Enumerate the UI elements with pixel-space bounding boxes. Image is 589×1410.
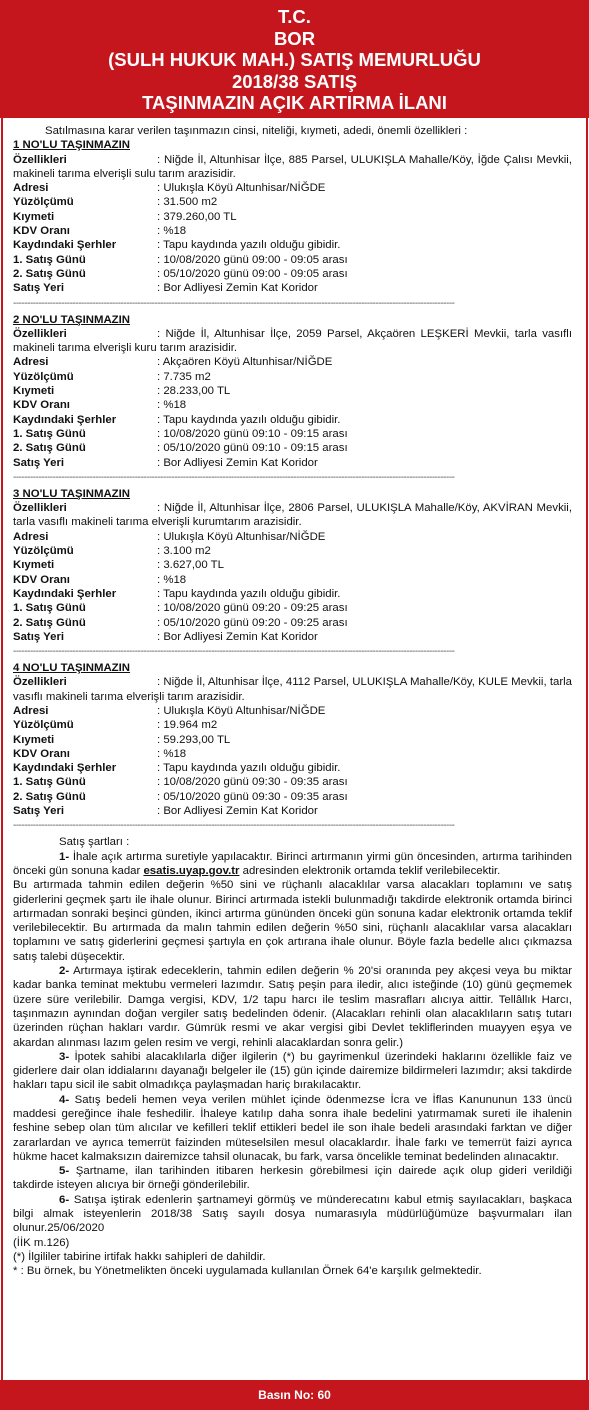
condition-5 xyxy=(13,1164,572,1193)
dashed-separator: ------------------------------------------------------------------------------------------------------------------------------------------------------------ xyxy=(13,297,455,309)
field-value: : 05/10/2020 günü 09:20 - 09:25 arası xyxy=(157,616,348,629)
conditions-title: Satış şartları : xyxy=(59,836,130,849)
field-value: : 10/08/2020 günü 09:00 - 09:05 arası xyxy=(157,253,348,266)
field-value: : 10/08/2020 günü 09:10 - 09:15 arası xyxy=(157,427,348,440)
property-title: 4 NO'LU TAŞINMAZIN xyxy=(13,662,131,675)
field-label: Adresi xyxy=(13,704,49,717)
dashed-separator: ------------------------------------------------------------------------------------------------------------------------------------------------------------ xyxy=(13,820,455,832)
notice-header xyxy=(0,0,589,118)
field-label: Satış Yeri xyxy=(13,282,65,295)
property-field-serhler xyxy=(13,761,572,775)
field-label: Kaydındaki Şerhler xyxy=(13,239,117,252)
property-field-adresi xyxy=(13,704,572,718)
field-value: : Ulukışla Köyü Altunhisar/NİĞDE xyxy=(157,530,326,543)
property-block xyxy=(13,487,572,658)
property-field-adresi xyxy=(13,530,572,544)
field-value: : Niğde İl, Altunhisar İlçe, 2059 Parsel, Akçaören LEŞKERİ Mevkii, tarla vasıflı makineli tarıma elverişli kuru tarım arazisidir. xyxy=(13,327,572,355)
header-line-title: TAŞINMAZIN AÇIK ARTIRMA İLANI xyxy=(142,92,447,113)
condition-6-number: 6- xyxy=(59,1193,70,1206)
property-field-yer xyxy=(13,630,572,644)
field-label: KDV Oranı xyxy=(13,573,70,586)
condition-2-text: Artırmaya iştirak edeceklerin, tahmin edilen değerin % 20'si oranında pey akçesi veya bu miktar kadar banka teminat mektubu vermeleri lazımdır. Satış peşin para iledir, alıcı isteğinde (10) günü geçmemek üzere süre verilebilir. Damga vergisi, KDV, 1/2 tapu harcı ile teslim masrafları alıcıya aittir. Tellâllık Harcı, taşınmazın aynından doğan vergiler satış bedelinden ödenir. (Alacakları rehinli olan alacaklıların satış tutarı üzerinden rüçhan hakları vardır. Gümrük resmi ve akar vergisi gibi Devlet tekliflerinden muayyen eşya ve akardan alınması lazım gelen resim ve vergi, rehinli alacaklardan sonra gelir.) xyxy=(13,965,572,1049)
condition-1-number: 1- xyxy=(59,850,70,863)
property-field-satis1 xyxy=(13,775,572,789)
field-value: : Tapu kaydında yazılı olduğu gibidir. xyxy=(157,239,341,252)
property-block xyxy=(13,661,572,832)
field-label: Kıymeti xyxy=(13,210,55,223)
field-label: Satış Yeri xyxy=(13,630,65,643)
field-value: : Ulukışla Köyü Altunhisar/NİĞDE xyxy=(157,704,326,717)
property-field-yuzolcumu xyxy=(13,195,572,209)
property-field-yuzolcumu xyxy=(13,370,572,384)
condition-1-continued: Bu artırmada tahmin edilen değerin %50 sini ve rüçhanlı alacaklılar varsa alacakları toplamını ve satış giderlerini geçmek şartı ile ihale olunur. Birinci artırmada istekli bulunmadığı takdirde elektronik ortamda birinci artırmadan sonraki beşinci günden, ikinci artırma gününden önceki gün sonuna kadar elektronik ortamda teklif verilebilecektir. Bu artırmada da malın tahmin edilen değerin %50 sini, rüçhanlı alacaklılar varsa alacakları toplamını ve satış giderlerini geçmesi şartıyla en çok artırana ihale olunur. Böyle fazla bedelle alıcı çıkmazsa satış talebi düşecektir. xyxy=(13,879,572,963)
property-field-satis2 xyxy=(13,441,572,455)
property-field-serhler xyxy=(13,413,572,427)
property-features xyxy=(13,675,572,704)
field-value: : 379.260,00 TL xyxy=(157,210,237,223)
header-line-office: (SULH HUKUK MAH.) SATIŞ MEMURLUĞU xyxy=(108,49,481,70)
field-label: 2. Satış Günü xyxy=(13,442,86,455)
condition-5-text: Şartname, ilan tarihinden itibaren herkesin görebilmesi için dairede açık olup gideri verildiği takdirde isteyen alıcıya bir örneği gönderilebilir. xyxy=(13,1165,572,1192)
press-number-footer: Basın No: 60 xyxy=(0,1380,589,1410)
field-value: : Niğde İl, Altunhisar İlçe, 2806 Parsel, ULUKIŞLA Mahalle/Köy, AKVİRAN Mevkii, tarla vasıflı makineli tarıma elverişli kurumtarım arazisidir. xyxy=(13,502,572,529)
field-value: : %18 xyxy=(157,573,187,586)
condition-4-number: 4- xyxy=(59,1093,70,1106)
field-value: : 05/10/2020 günü 09:30 - 09:35 arası xyxy=(157,790,348,803)
property-field-yer xyxy=(13,456,572,470)
footnote-ilgililer: (*) İlgililer tabirine irtifak hakkı sahipleri de dahildir. xyxy=(13,1250,266,1263)
property-title: 2 NO'LU TAŞINMAZIN xyxy=(13,313,131,326)
condition-3-number: 3- xyxy=(59,1050,70,1063)
property-field-yuzolcumu xyxy=(13,718,572,732)
field-value: : 10/08/2020 günü 09:30 - 09:35 arası xyxy=(157,776,348,789)
field-label: Yüzölçümü xyxy=(13,370,74,383)
field-value: : Tapu kaydında yazılı olduğu gibidir. xyxy=(157,762,341,775)
property-features xyxy=(13,327,572,356)
property-field-kiymeti xyxy=(13,558,572,572)
property-field-kdv xyxy=(13,573,572,587)
property-field-kiymeti xyxy=(13,384,572,398)
field-label: 1. Satış Günü xyxy=(13,602,86,615)
property-features xyxy=(13,153,572,182)
field-label: Adresi xyxy=(13,182,49,195)
property-field-satis2 xyxy=(13,616,572,630)
field-label: Özellikleri xyxy=(13,676,67,689)
field-label: 2. Satış Günü xyxy=(13,790,86,803)
field-label: Kıymeti xyxy=(13,733,55,746)
field-value: : Bor Adliyesi Zemin Kat Koridor xyxy=(157,456,318,469)
field-value: : 19.964 m2 xyxy=(157,719,218,732)
dashed-separator: ------------------------------------------------------------------------------------------------------------------------------------------------------------ xyxy=(13,471,455,483)
condition-3 xyxy=(13,1050,572,1093)
field-value: : 10/08/2020 günü 09:20 - 09:25 arası xyxy=(157,602,348,615)
field-value: : Ulukışla Köyü Altunhisar/NİĞDE xyxy=(157,182,326,195)
field-label: Kaydındaki Şerhler xyxy=(13,413,117,426)
header-line-bor: BOR xyxy=(273,27,316,49)
property-block xyxy=(13,313,572,484)
condition-1 xyxy=(13,850,572,879)
property-field-satis1 xyxy=(13,601,572,615)
field-label: KDV Oranı xyxy=(13,399,70,412)
condition-1-text-a: İhale açık artırma suretiyle yapılacaktır. Birinci artırmanın yirmi gün öncesinden, artırma tarihinden önceki gün sonuna kadar xyxy=(13,850,572,877)
field-value: : 59.293,00 TL xyxy=(157,733,231,746)
property-field-serhler xyxy=(13,587,572,601)
property-field-kiymeti xyxy=(13,733,572,747)
field-label: Özellikleri xyxy=(13,502,67,515)
property-field-adresi xyxy=(13,181,572,195)
field-label: Yüzölçümü xyxy=(13,719,74,732)
header-line-tc: T.C. xyxy=(278,6,311,27)
condition-2-number: 2- xyxy=(59,965,70,978)
condition-6-text: Satışa iştirak edenlerin şartnameyi görmüş ve münderecatını kabul etmiş sayılacakları, başkaca bilgi almak isteyenlerin 2018/38 Satış sayılı dosya numarasıyla müdürlüğümüze başvurmaları ilan olunur.25/06/2020 xyxy=(13,1193,572,1235)
field-label: Özellikleri xyxy=(13,153,67,166)
property-list xyxy=(13,138,572,832)
property-field-satis2 xyxy=(13,267,572,281)
field-value: : 05/10/2020 günü 09:10 - 09:15 arası xyxy=(157,442,348,455)
field-label: 1. Satış Günü xyxy=(13,427,86,440)
field-label: KDV Oranı xyxy=(13,225,70,238)
property-field-satis2 xyxy=(13,790,572,804)
intro-text: Satılmasına karar verilen taşınmazın cinsi, niteliği, kıymeti, adedi, önemli özellikleri : xyxy=(45,125,468,137)
footnote-ornek: * : Bu örnek, bu Yönetmelikten önceki uygulamada kullanılan Örnek 64'e karşılık gelmektedir. xyxy=(13,1265,482,1278)
law-reference: (İİK m.126) xyxy=(13,1236,70,1249)
field-value: : Bor Adliyesi Zemin Kat Koridor xyxy=(157,282,318,295)
property-field-yer xyxy=(13,804,572,818)
field-label: Satış Yeri xyxy=(13,456,65,469)
field-label: Satış Yeri xyxy=(13,805,65,818)
property-title: 1 NO'LU TAŞINMAZIN xyxy=(13,139,131,152)
field-value: : 3.100 m2 xyxy=(157,545,211,558)
field-value: : Bor Adliyesi Zemin Kat Koridor xyxy=(157,630,318,643)
field-label: Kaydındaki Şerhler xyxy=(13,762,117,775)
property-field-satis1 xyxy=(13,427,572,441)
field-value: : %18 xyxy=(157,747,187,760)
property-field-yer xyxy=(13,281,572,295)
field-label: 1. Satış Günü xyxy=(13,776,86,789)
field-label: 1. Satış Günü xyxy=(13,253,86,266)
field-value: : %18 xyxy=(157,225,187,238)
field-label: KDV Oranı xyxy=(13,747,70,760)
field-label: Adresi xyxy=(13,356,49,369)
field-value: : 28.233,00 TL xyxy=(157,385,231,398)
field-value: : %18 xyxy=(157,399,187,412)
property-block xyxy=(13,138,572,309)
field-value: : Tapu kaydında yazılı olduğu gibidir. xyxy=(157,587,341,600)
property-field-kdv xyxy=(13,747,572,761)
condition-5-number: 5- xyxy=(59,1165,70,1178)
property-field-satis1 xyxy=(13,253,572,267)
field-label: Kıymeti xyxy=(13,559,55,572)
field-value: : 3.627,00 TL xyxy=(157,559,224,572)
field-label: Kaydındaki Şerhler xyxy=(13,587,117,600)
esatis-link[interactable]: esatis.uyap.gov.tr xyxy=(143,864,240,877)
field-label: Yüzölçümü xyxy=(13,545,74,558)
condition-2 xyxy=(13,964,572,1050)
property-field-yuzolcumu xyxy=(13,544,572,558)
field-label: Yüzölçümü xyxy=(13,196,74,209)
field-value: : Niğde İl, Altunhisar İlçe, 885 Parsel, ULUKIŞLA Mahalle/Köy, İğde Çalısı Mevkii, makineli tarıma elverişli sulu tarım arazisidir. xyxy=(13,153,572,180)
field-label: 2. Satış Günü xyxy=(13,267,86,280)
field-value: : Tapu kaydında yazılı olduğu gibidir. xyxy=(157,413,341,426)
notice-body xyxy=(1,118,588,1380)
condition-1-text-b: adresinden elektronik ortamda teklif verilebilecektir. xyxy=(239,864,501,877)
field-value: : Bor Adliyesi Zemin Kat Koridor xyxy=(157,805,318,818)
property-field-kdv xyxy=(13,398,572,412)
property-field-adresi xyxy=(13,355,572,369)
property-features xyxy=(13,501,572,530)
condition-6 xyxy=(13,1193,572,1236)
field-label: Adresi xyxy=(13,530,49,543)
condition-4 xyxy=(13,1093,572,1164)
property-title: 3 NO'LU TAŞINMAZIN xyxy=(13,487,131,500)
property-field-kdv xyxy=(13,224,572,238)
field-label: Kıymeti xyxy=(13,385,55,398)
field-value: : 31.500 m2 xyxy=(157,196,218,209)
field-value: : Niğde İl, Altunhisar İlçe, 4112 Parsel, ULUKIŞLA Mahalle/Köy, KULE Mevkii, tarla vasıflı makineli tarıma elverişli tarım arazisidir. xyxy=(13,676,572,703)
field-value: : 7.735 m2 xyxy=(157,370,211,383)
field-value: : 05/10/2020 günü 09:00 - 09:05 arası xyxy=(157,267,348,280)
condition-3-text: İpotek sahibi alacaklılarla diğer ilgilerin (*) bu gayrimenkul üzerindeki haklarını özellikle faiz ve giderlere dair olan iddialarını dayanağı belgeler ile (15) gün içinde dairemize bildirmeleri lazımdır; aksi takdirde hakları tapu sicil ile sabit olmadıkça paylaşmadan hariç bırakılacaktır. xyxy=(13,1050,572,1092)
field-label: Özellikleri xyxy=(13,327,67,340)
condition-4-text: Satış bedeli hemen veya verilen mühlet içinde ödenmezse İcra ve İflas Kanununun 133 üncü maddesi gereğince ihale feshedilir. İhaleye katılıp daha sonra ihale bedelini yatırmamak sureti ile ihalenin feshine sebep olan tüm alıcılar ve kefilleri teklif ettikleri bedel ile son ihale bedeli arasındaki farktan ve diğer zararlardan ve ayrıca temerrüt faizinden müteselsilen mesul olacaklardır. İhale farkı ve temerrüt faizi ayrıca hükme hacet kalmaksızın dairemizce tahsil olunacak, bu fark, varsa öncelikle teminat bedelinden alınacaktır. xyxy=(13,1093,572,1163)
field-label: 2. Satış Günü xyxy=(13,616,86,629)
field-value: : Akçaören Köyü Altunhisar/NİĞDE xyxy=(157,356,333,369)
header-line-file: 2018/38 SATIŞ xyxy=(231,70,358,92)
property-field-kiymeti xyxy=(13,210,572,224)
property-field-serhler xyxy=(13,238,572,252)
dashed-separator: ------------------------------------------------------------------------------------------------------------------------------------------------------------ xyxy=(13,646,455,658)
